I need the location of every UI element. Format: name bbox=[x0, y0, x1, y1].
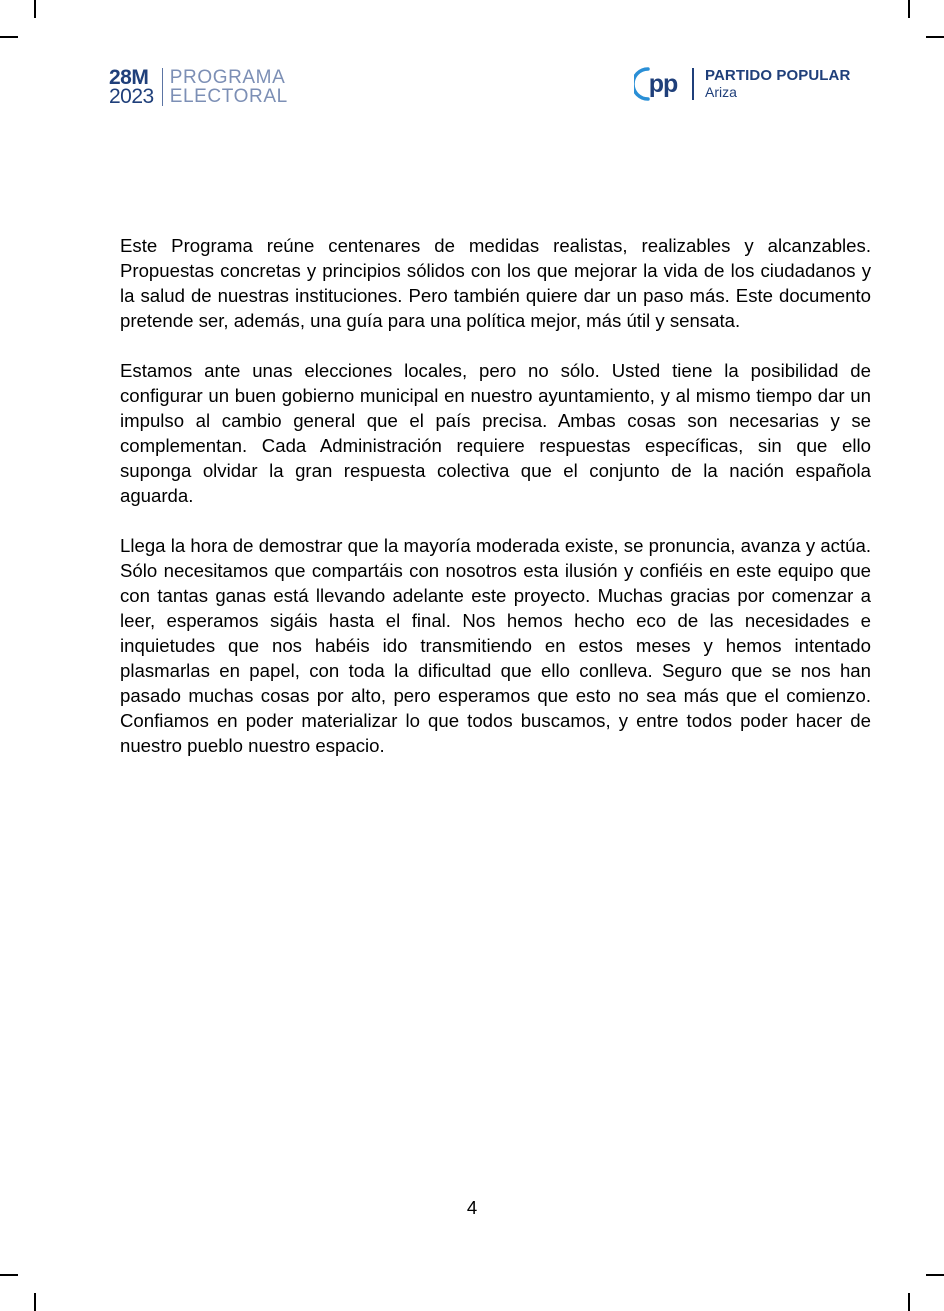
paragraph-1: Este Programa reúne centenares de medidas realistas, realizables y alcanzables. Propuestas concretas y principios sólidos con los que mejorar la vida de los ciudadanos y la salud de nuestras instituciones. Pero también quiere dar un paso más. Este documento pretende ser, además, una guía para una política mejor, más útil y sensata. bbox=[120, 235, 871, 331]
election-code: 28M bbox=[109, 66, 149, 89]
crop-mark-top-right-horizontal bbox=[926, 36, 944, 38]
crop-mark-bottom-right-horizontal bbox=[926, 1274, 944, 1276]
paragraph-3: Llega la hora de demostrar que la mayoría moderada existe, se pronuncia, avanza y actúa. Sólo necesitamos que compartáis con nosotros esta ilusión y confiéis en este equipo que con tantas ganas está llevando adelante este proyecto. Muchas gracias por comenzar a leer, esperamos sigáis hasta el final. Nos hemos hecho eco de las necesidades e inquietudes que nos habéis ido transmitiendo en estos meses y hemos intentado plasmarlas en papel, con toda la dificultad que ello conlleva. Seguro que se nos han pasado muchas cosas por alto, pero esperamos que esto no sea más que el comienzo. Confiamos en poder materializar lo que todos buscamos, y entre todos poder hacer de nuestro pueblo nuestro espacio. bbox=[120, 535, 871, 756]
page-number: 4 bbox=[466, 1197, 478, 1218]
crop-mark-bottom-left-vertical bbox=[34, 1293, 36, 1311]
crop-mark-bottom-right-vertical bbox=[908, 1293, 910, 1311]
crop-mark-bottom-left-horizontal bbox=[0, 1274, 18, 1276]
pp-logo-text: pp bbox=[648, 70, 678, 98]
election-date bbox=[109, 68, 154, 106]
program-intro-text bbox=[120, 233, 871, 783]
program-label-line1: PROGRAMA bbox=[169, 67, 286, 88]
party-town: Ariza bbox=[705, 84, 737, 100]
election-program-brand bbox=[109, 66, 288, 108]
pp-logo-icon bbox=[634, 65, 684, 103]
party-divider bbox=[692, 68, 694, 100]
paragraph-2: Estamos ante unas elecciones locales, pero no sólo. Usted tiene la posibilidad de configurar un buen gobierno municipal en nuestro ayuntamiento, y al mismo tiempo dar un impulso al cambio general que el país precisa. Ambas cosas son necesarias y se complementan. Cada Administración requiere respuestas específicas, sin que ello suponga olvidar la gran respuesta colectiva que el conjunto de la nación española aguarda. bbox=[120, 360, 871, 506]
party-name: PARTIDO POPULAR bbox=[705, 67, 851, 84]
party-brand bbox=[634, 64, 850, 104]
crop-mark-top-right-vertical bbox=[908, 0, 910, 18]
crop-mark-top-left-horizontal bbox=[0, 36, 18, 38]
election-year: 2023 bbox=[109, 85, 154, 108]
party-info bbox=[705, 68, 850, 100]
brand-divider bbox=[162, 68, 163, 106]
crop-mark-top-left-vertical bbox=[34, 0, 36, 18]
program-label bbox=[170, 68, 288, 106]
program-label-line2: ELECTORAL bbox=[169, 86, 288, 107]
